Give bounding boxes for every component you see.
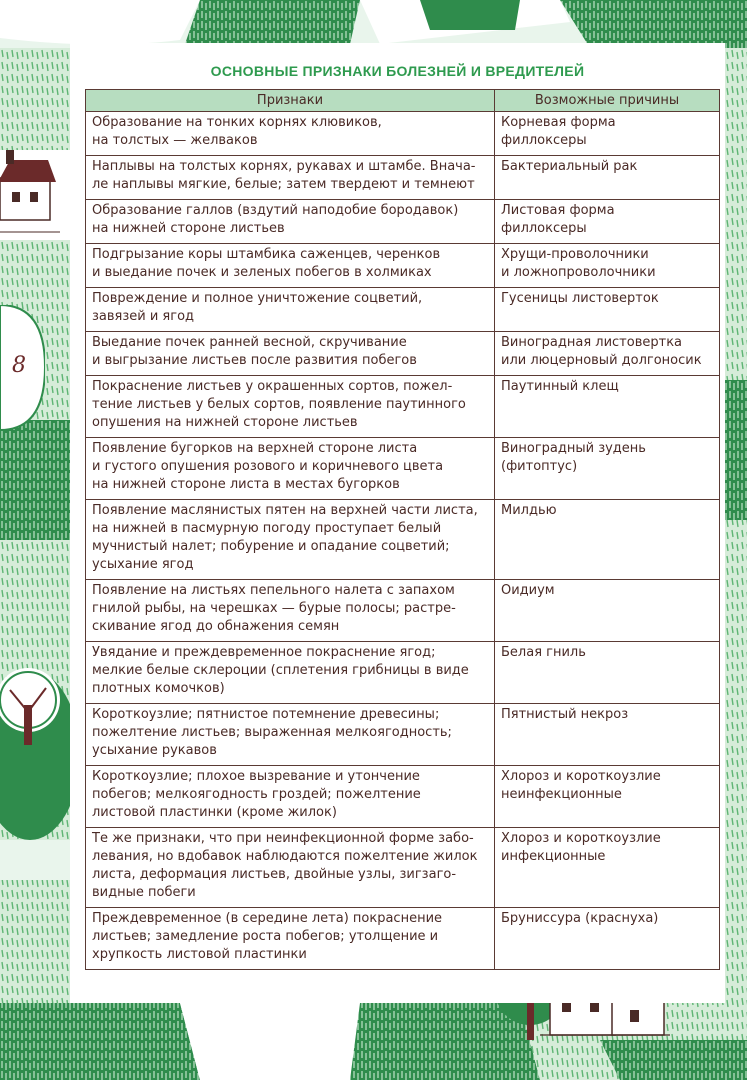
table-row	[86, 288, 720, 332]
cause-cell: Виноградная листовертка или люцерновый долгоносик	[495, 332, 720, 376]
sign-cell: Покраснение листьев у окрашенных сортов, пожел- тение листьев у белых сортов, появление паутинного опушения на нижней стороне листьев	[86, 376, 495, 438]
sign-cell: Выедание почек ранней весной, скручивание и выгрызание листьев после развития побегов	[86, 332, 495, 376]
cause-cell: Виноградный зудень (фитоптус)	[495, 438, 720, 500]
table-body	[86, 112, 720, 970]
table-row	[86, 332, 720, 376]
sign-cell: Появление на листьях пепельного налета с запахом гнилой рыбы, на черешках — бурые полосы; растре- скивание ягод до обнажения семян	[86, 580, 495, 642]
table-row	[86, 704, 720, 766]
symptoms-table	[85, 89, 720, 970]
table-row	[86, 766, 720, 828]
table-row	[86, 112, 720, 156]
sign-cell: Подгрызание коры штамбика саженцев, черенков и выедание почек и зеленых побегов в холмиках	[86, 244, 495, 288]
sign-cell: Появление бугорков на верхней стороне листа и густого опушения розового и коричневого цвета на нижней стороне листа в местах бугорков	[86, 438, 495, 500]
content-sheet	[70, 43, 725, 1003]
sign-cell: Короткоузлие; пятнистое потемнение древесины; пожелтение листьев; выраженная мелкоягодность; усыхание рукавов	[86, 704, 495, 766]
table-row	[86, 828, 720, 908]
table-row	[86, 244, 720, 288]
cause-cell: Корневая форма филлоксеры	[495, 112, 720, 156]
table-row	[86, 642, 720, 704]
table-row	[86, 500, 720, 580]
sign-cell: Образование на тонких корнях клювиков, на толстых — желваков	[86, 112, 495, 156]
table-header-row	[86, 90, 720, 112]
sign-cell: Короткоузлие; плохое вызревание и утончение побегов; мелкоягодность гроздей; пожелтение листовой пластинки (кроме жилок)	[86, 766, 495, 828]
cause-cell: Паутинный клещ	[495, 376, 720, 438]
cause-cell: Милдью	[495, 500, 720, 580]
sign-cell: Появление маслянистых пятен на верхней части листа, на нижней в пасмурную погоду проступает белый мучнистый налет; побурение и опадание соцветий; усыхание ягод	[86, 500, 495, 580]
column-header-causes: Возможные причины	[495, 90, 720, 112]
table-row	[86, 376, 720, 438]
table-row	[86, 580, 720, 642]
table-row	[86, 156, 720, 200]
sign-cell: Повреждение и полное уничтожение соцветий, завязей и ягод	[86, 288, 495, 332]
table-row	[86, 908, 720, 970]
page-number-tab	[0, 305, 45, 430]
column-header-signs: Признаки	[86, 90, 495, 112]
sign-cell: Образование галлов (вздутий наподобие бородавок) на нижней стороне листьев	[86, 200, 495, 244]
page-number: 8	[12, 353, 26, 378]
sign-cell: Те же признаки, что при неинфекционной форме забо- левания, но вдобавок наблюдаются пожелтение жилок листа, деформация листьев, двойные узлы, зигзаго- видные побеги	[86, 828, 495, 908]
sign-cell: Преждевременное (в середине лета) покраснение листьев; замедление роста побегов; утолщение и хрупкость листовой пластинки	[86, 908, 495, 970]
page-title: ОСНОВНЫЕ ПРИЗНАКИ БОЛЕЗНЕЙ И ВРЕДИТЕЛЕЙ	[210, 63, 585, 79]
cause-cell: Оидиум	[495, 580, 720, 642]
cause-cell: Хрущи-проволочники и ложнопроволочники	[495, 244, 720, 288]
cause-cell: Пятнистый некроз	[495, 704, 720, 766]
cause-cell: Хлороз и короткоузлие инфекционные	[495, 828, 720, 908]
cause-cell: Белая гниль	[495, 642, 720, 704]
cause-cell: Хлороз и короткоузлие неинфекционные	[495, 766, 720, 828]
sign-cell: Увядание и преждевременное покраснение ягод; мелкие белые склероции (сплетения грибницы в виде плотных комочков)	[86, 642, 495, 704]
cause-cell: Бруниссура (краснуха)	[495, 908, 720, 970]
cause-cell: Листовая форма филлоксеры	[495, 200, 720, 244]
table-row	[86, 438, 720, 500]
sign-cell: Наплывы на толстых корнях, рукавах и штамбе. Внача- ле наплывы мягкие, белые; затем твердеют и темнеют	[86, 156, 495, 200]
cause-cell: Бактериальный рак	[495, 156, 720, 200]
table-row	[86, 200, 720, 244]
cause-cell: Гусеницы листоверток	[495, 288, 720, 332]
